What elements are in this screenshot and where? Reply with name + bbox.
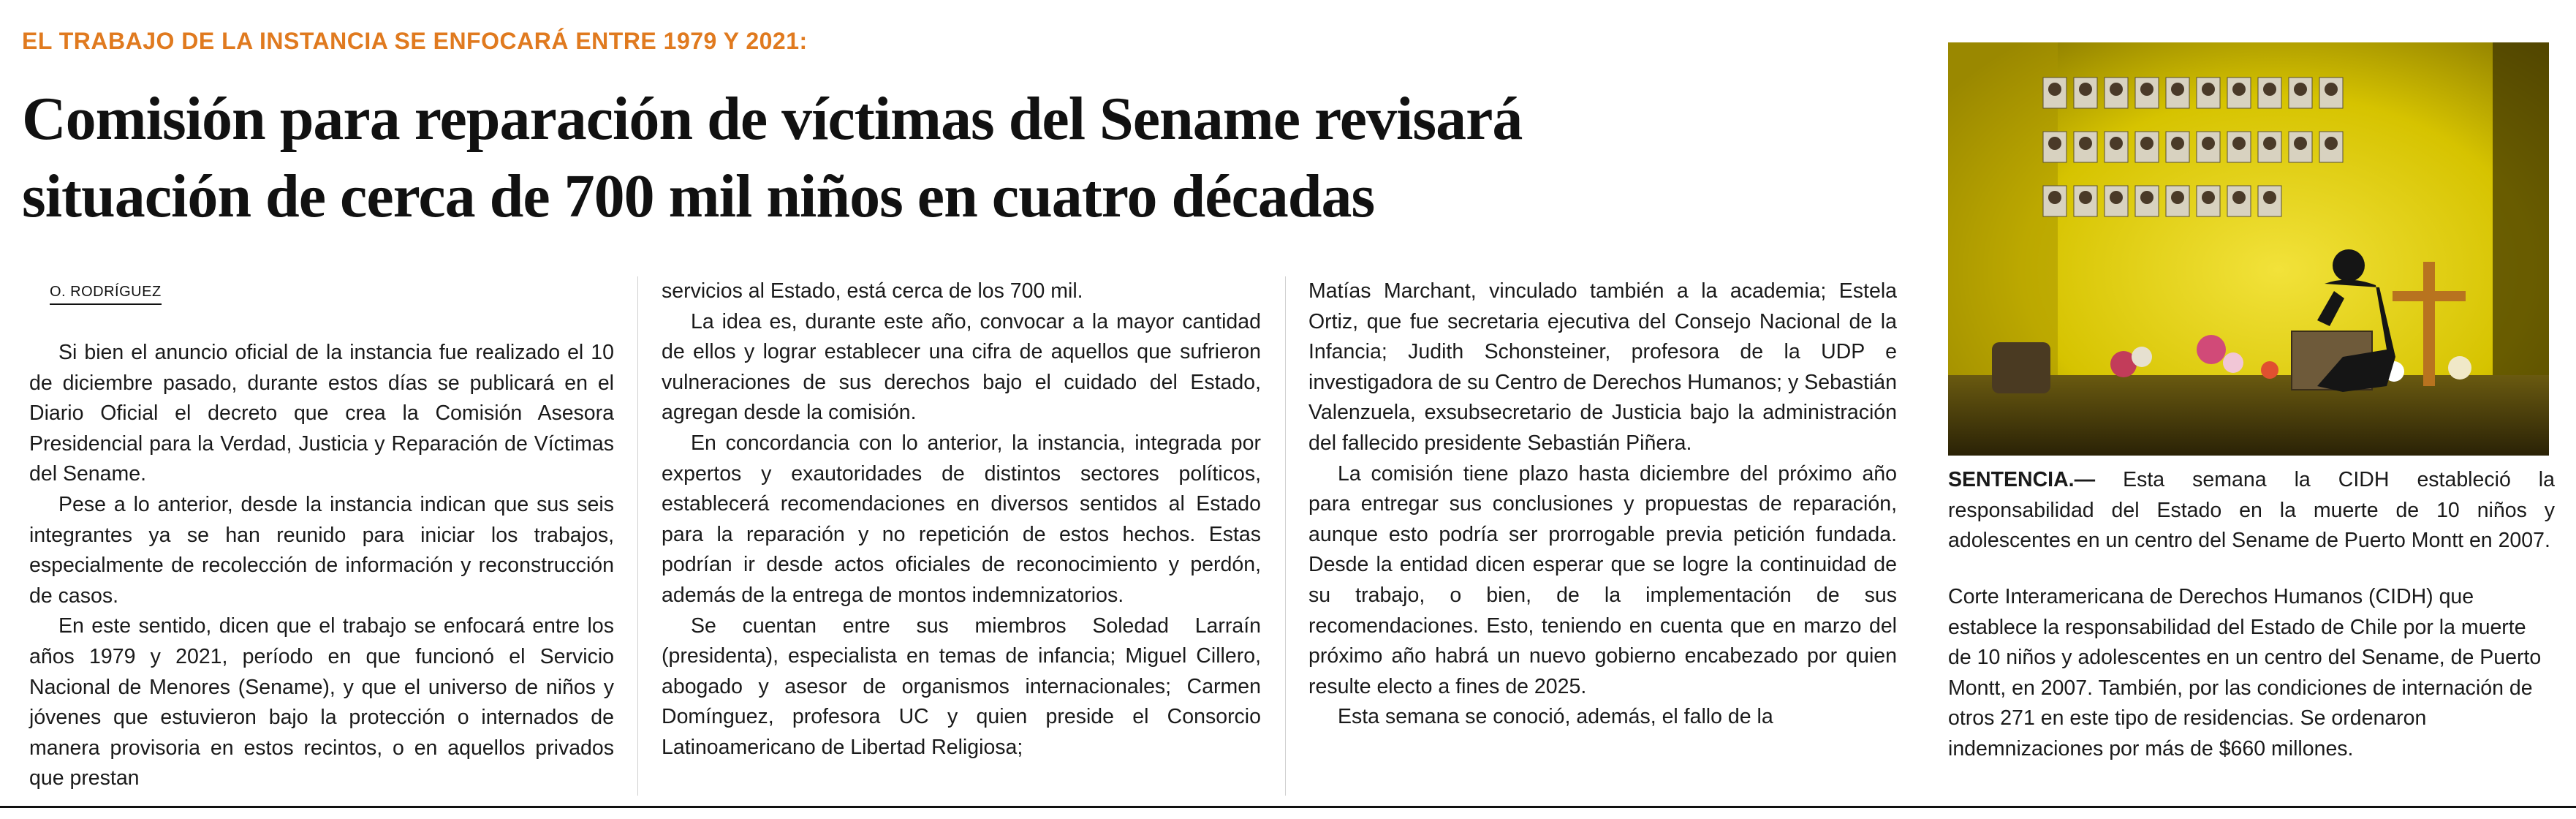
paragraph: Matías Marchant, vinculado también a la academia; Estela Ortiz, que fue secretaria ejecutiva del Consejo Nacional de la Infancia; Judith Schonsteiner, profesora de la UDP e investigadora de su Centro de Derechos Humanos; y Sebastián Valenzuela, exsubsecretario de Justicia bajo la administración del fallecido presidente Sebastián Piñera. [1308,279,1897,455]
article-column-3 [1308,276,1897,733]
column-divider [1285,276,1286,796]
paragraph: Se cuentan entre sus miembros Soledad Larraín (presidenta), especialista en temas de infancia; Miguel Cillero, abogado y asesor de organismos internacionales; Carmen Domínguez, profesora UC y quien preside el Consorcio Latinoamericano de Libertad Religiosa; [662,614,1261,759]
headline-line-1: Comisión para reparación de víctimas del Sename revisará [22,85,1523,153]
paragraph: En concordancia con lo anterior, la instancia, integrada por expertos y exautoridades de distintos sectores políticos, establecerá recomendaciones en diversos sentidos al Estado para la reparación y no repetición de estos hechos. Estas podrían ir desde actos oficiales de reconocimiento y perdón, además de la entrega de montos indemnizatorios. [662,431,1261,607]
aside-text: Corte Interamericana de Derechos Humanos (CIDH) que establece la responsabilidad del Estado de Chile por la muerte de 10 niños y adolescentes en un centro del Sename, de Puerto Montt, en 2007. También, por las condiciones de internación de otros 271 en este tipo de residencias. Se ordenaron indemnizaciones por más de $660 millones. [1948,585,2542,760]
paragraph: servicios al Estado, está cerca de los 700 mil. [662,279,1083,303]
bottom-rule [0,806,2576,808]
paragraph: La comisión tiene plazo hasta diciembre del próximo año para entregar sus conclusiones y propuestas de reparación, aunque esto podría ser prorrogable previa petición fundada. Desde la entidad dicen esperar que se logre la continuidad de su trabajo, o bien, de la implementación de sus recomendaciones. Esto, teniendo en cuenta que en marzo del próximo año habrá un nuevo gobierno encabezado por quien resulte electo a fines de 2025. [1308,461,1897,698]
article-column-1 [29,338,614,794]
headline-line-2: situación de cerca de 700 mil niños en cuatro décadas [22,162,1375,230]
article-column-2 [662,276,1261,763]
paragraph: Si bien el anuncio oficial de la instancia fue realizado el 10 de diciembre pasado, durante estos días se publicará en el Diario Oficial el decreto que crea la Comisión Asesora Presidencial para la Verdad, Justicia y Reparación de Víctimas del Sename. [29,341,614,486]
photo-caption [1948,465,2555,556]
paragraph: Esta semana se conoció, además, el fallo de la [1338,705,1773,729]
paragraph: La idea es, durante este año, convocar a la mayor cantidad de ellos y lograr establecer una cifra de aquellos que sufrieron vulneraciones de sus derechos bajo el cuidado del Estado, agregan desde la comisión. [662,309,1261,425]
paragraph: Pese a lo anterior, desde la instancia indican que sus seis integrantes ya se han reunido para iniciar los trabajos, especialmente de recolección de información y reconstrucción de casos. [29,492,614,608]
memorial-photo-illustration [1948,42,2549,456]
headline [22,80,1922,235]
caption-lead: SENTENCIA.— [1948,468,2096,491]
column-divider [637,276,638,796]
byline: O. RODRÍGUEZ [50,284,162,305]
memorial-photo [1948,42,2549,456]
kicker: EL TRABAJO DE LA INSTANCIA SE ENFOCARÁ ENTRE 1979 Y 2021: [22,28,808,54]
caption-text: Esta semana la CIDH estableció la responsabilidad del Estado en la muerte de 10 niños y adolescentes en un centro del Sename de Puerto Montt en 2007. [1948,468,2555,553]
paragraph: En este sentido, dicen que el trabajo se enfocará entre los años 1979 y 2021, período en que funcionó el Servicio Nacional de Menores (Sename), y que el universo de niños y jóvenes que estuvieron bajo la protección o internados de manera provisoria en estos recintos, o en aquellos privados que prestan [29,614,614,790]
